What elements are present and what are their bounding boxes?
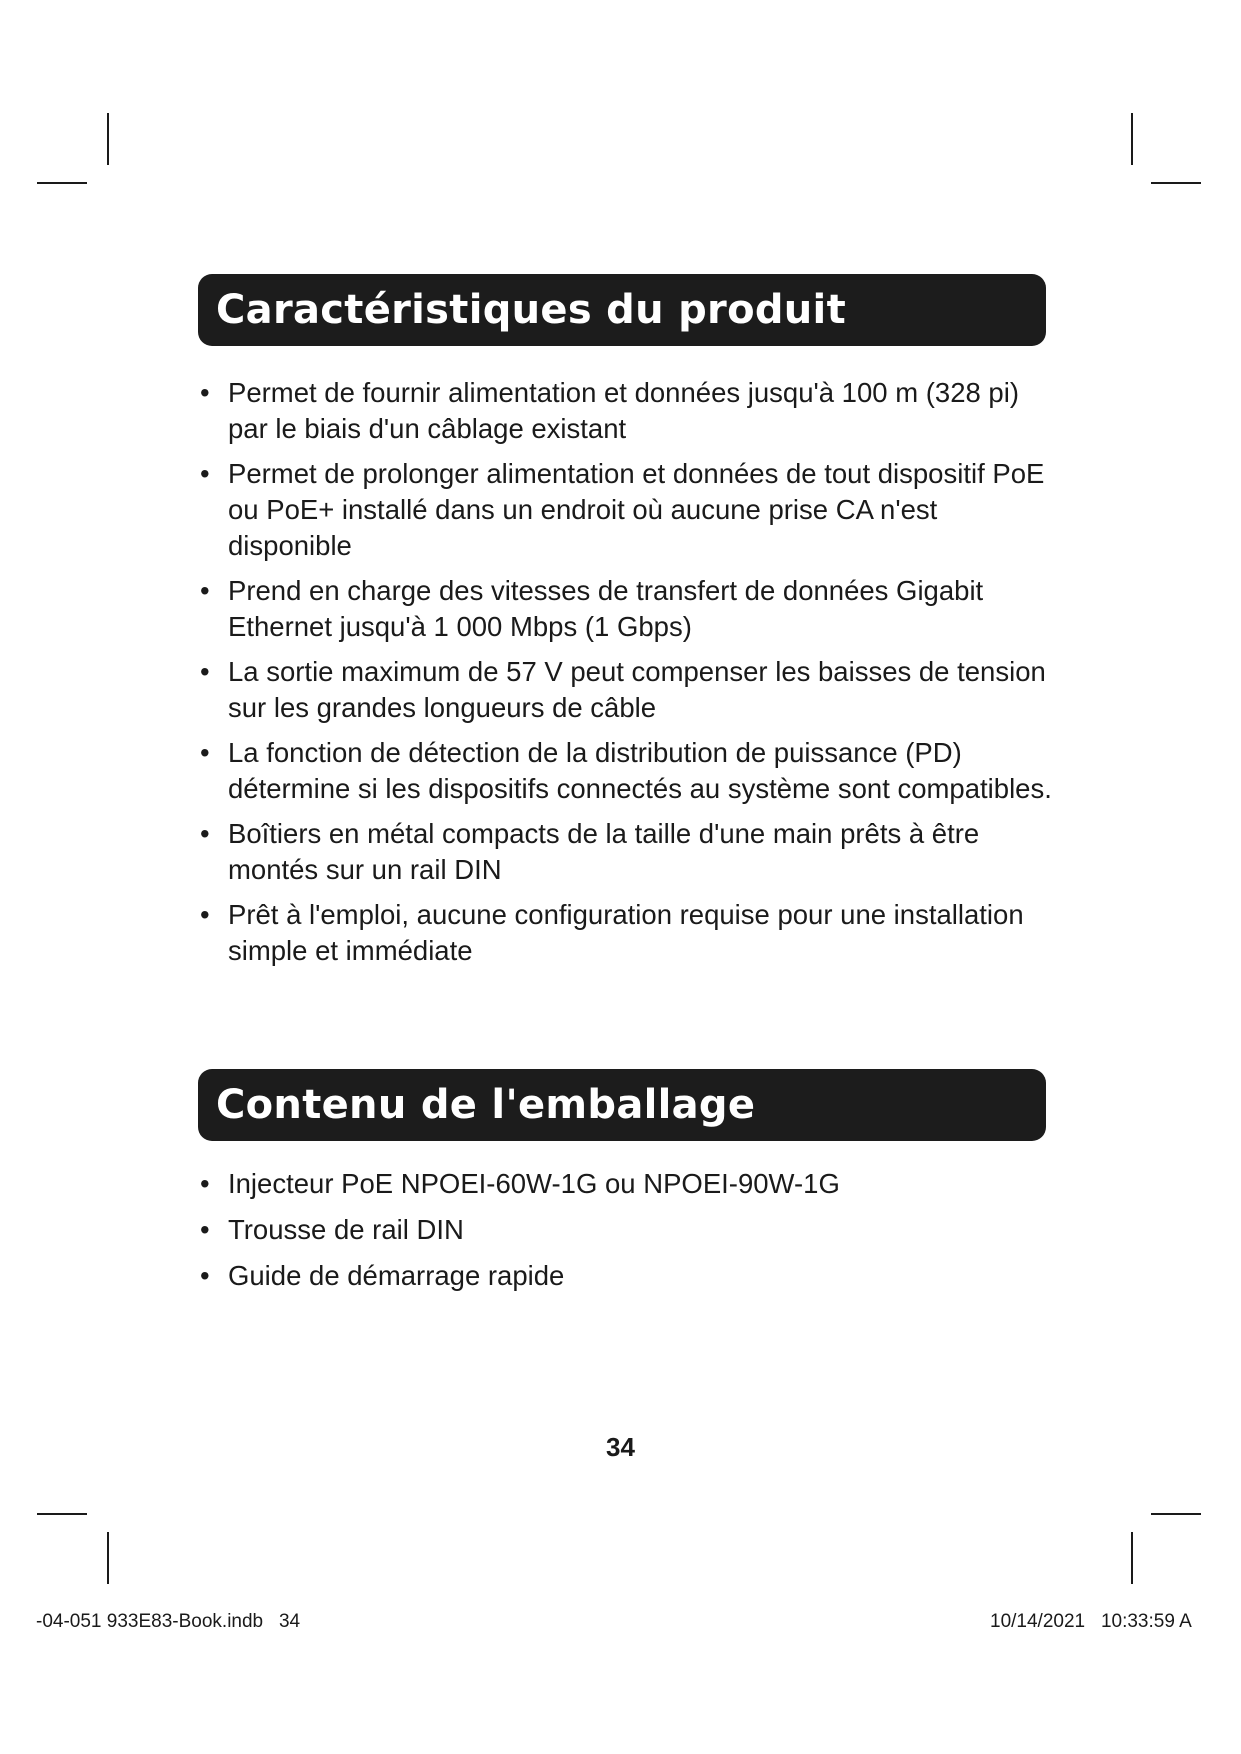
- page-number: 34: [606, 1432, 635, 1462]
- list-item: • Permet de prolonger alimentation et données de tout dispositif PoE ou PoE+ installé dans un endroit où aucune prise CA n'est disponible: [200, 456, 1060, 564]
- features-heading: Caractéristiques du produit: [198, 274, 1046, 346]
- crop-mark: [37, 1513, 87, 1515]
- slug-date: 10/14/2021: [990, 1611, 1086, 1632]
- list-item: • Trousse de rail DIN: [200, 1212, 1060, 1248]
- list-item: • La fonction de détection de la distribution de puissance (PD) détermine si les dispositifs connectés au système sont compatibles.: [200, 735, 1060, 807]
- list-item: • La sortie maximum de 57 V peut compenser les baisses de tension sur les grandes longueurs de câble: [200, 654, 1060, 726]
- package-heading: Contenu de l'emballage: [198, 1069, 1046, 1141]
- list-item: • Guide de démarrage rapide: [200, 1258, 1060, 1294]
- crop-mark: [1151, 1513, 1201, 1515]
- list-item: • Prend en charge des vitesses de transfert de données Gigabit Ethernet jusqu'à 1 000 Mbps (1 Gbps): [200, 573, 1060, 645]
- crop-mark: [1131, 1532, 1133, 1584]
- crop-mark: [37, 182, 87, 184]
- slug-time: 10:33:59 A: [1100, 1611, 1192, 1632]
- crop-mark: [107, 113, 109, 165]
- slug-filename: -04-051 933E83-Book.indb: [36, 1611, 264, 1632]
- list-item: • Prêt à l'emploi, aucune configuration requise pour une installation simple et immédiate: [200, 897, 1060, 969]
- crop-mark: [1151, 182, 1201, 184]
- list-item: • Boîtiers en métal compacts de la taille d'une main prêts à être montés sur un rail DIN: [200, 816, 1060, 888]
- features-list: [200, 375, 1060, 978]
- slug-file: [36, 1611, 300, 1633]
- crop-mark: [107, 1532, 109, 1584]
- crop-mark: [1131, 113, 1133, 165]
- slug-timestamp: [990, 1611, 1192, 1633]
- list-item: • Injecteur PoE NPOEI-60W-1G ou NPOEI-90W-1G: [200, 1166, 1060, 1202]
- list-item: • Permet de fournir alimentation et données jusqu'à 100 m (328 pi) par le biais d'un câblage existant: [200, 375, 1060, 447]
- slug-page: 34: [278, 1611, 301, 1632]
- package-list: [200, 1166, 1060, 1304]
